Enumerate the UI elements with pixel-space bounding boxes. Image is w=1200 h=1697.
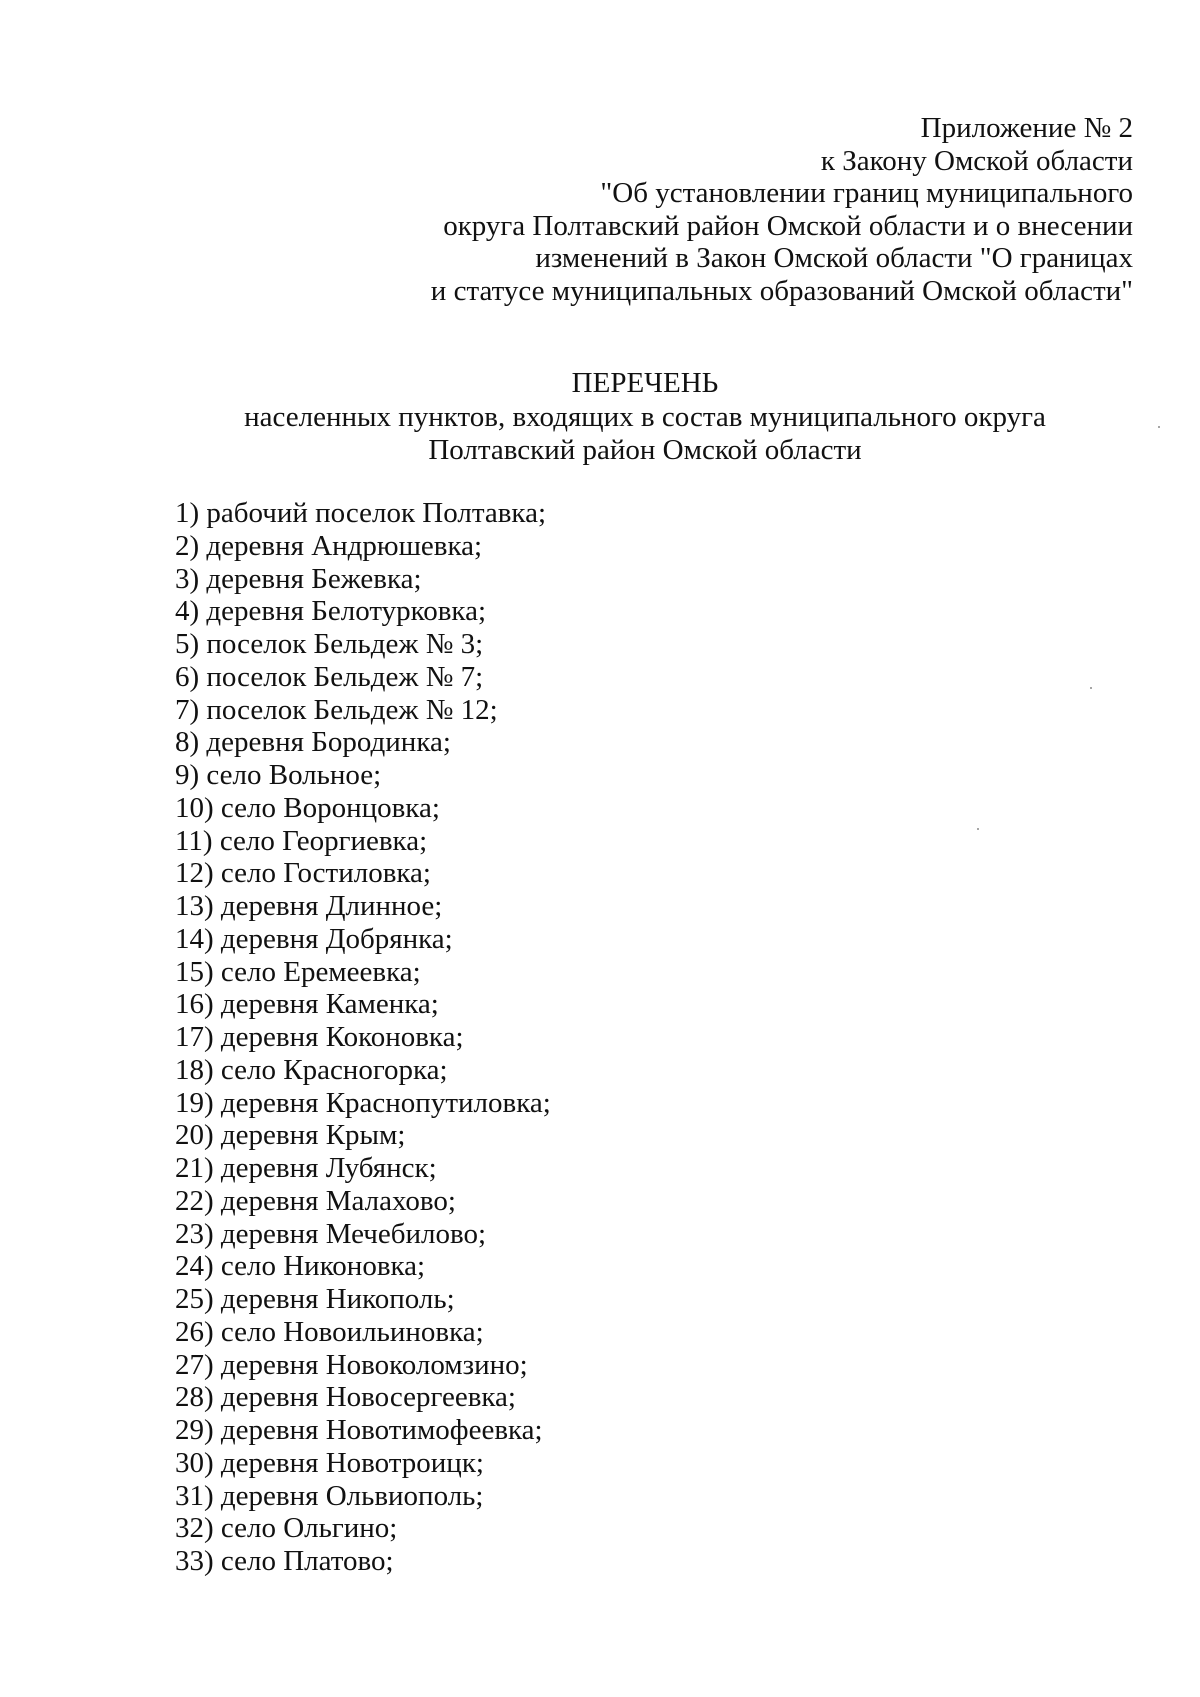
settlement-item: 27) деревня Новоколомзино; <box>175 1348 528 1381</box>
settlement-item: 2) деревня Андрюшевка; <box>175 529 483 562</box>
settlement-item: 1) рабочий поселок Полтавка; <box>175 497 547 529</box>
settlement-item: 14) деревня Добрянка; <box>175 922 453 955</box>
settlement-item: 33) село Платово; <box>175 1545 394 1577</box>
annex-line: и статусе муниципальных образований Омской области" <box>430 274 1133 307</box>
settlement-item: 19) деревня Краснопутиловка; <box>175 1086 551 1119</box>
title-block <box>0 367 1200 466</box>
settlement-item: 22) деревня Малахово; <box>175 1184 456 1217</box>
annex-line: изменений в Закон Омской области "О границах <box>535 242 1133 274</box>
subtitle-line: населенных пунктов, входящих в состав муниципального округа <box>244 401 1046 433</box>
annex-header <box>373 112 1133 307</box>
settlement-item: 25) деревня Никополь; <box>175 1283 455 1315</box>
settlement-item: 12) село Гостиловка; <box>175 857 431 890</box>
settlement-item: 6) поселок Бельдеж № 7; <box>175 660 484 693</box>
settlement-item: 11) село Георгиевка; <box>175 824 428 857</box>
settlement-item: 18) село Красногорка; <box>175 1053 448 1086</box>
document-title: ПЕРЕЧЕНЬ <box>571 367 719 399</box>
settlement-item: 28) деревня Новосергеевка; <box>175 1381 516 1414</box>
settlement-item: 26) село Новоильиновка; <box>175 1315 484 1348</box>
annex-line: "Об установлении границ муниципального <box>600 177 1133 209</box>
settlement-item: 3) деревня Бежевка; <box>175 562 422 595</box>
settlement-item: 31) деревня Ольвиополь; <box>175 1479 484 1512</box>
settlement-item: 15) село Еремеевка; <box>175 955 421 988</box>
settlement-item: 24) село Никоновка; <box>175 1250 426 1283</box>
settlement-item: 5) поселок Бельдеж № 3; <box>175 628 484 660</box>
annex-line: к Закону Омской области <box>820 144 1133 177</box>
settlement-item: 20) деревня Крым; <box>175 1119 406 1152</box>
scan-speck <box>1090 687 1092 689</box>
settlement-item: 32) село Ольгино; <box>175 1512 398 1545</box>
document-subtitle <box>0 401 1200 466</box>
settlement-item: 9) село Вольное; <box>175 759 382 791</box>
subtitle-line: Полтавский район Омской области <box>428 433 862 466</box>
settlement-item: 7) поселок Бельдеж № 12; <box>175 693 498 726</box>
settlement-item: 29) деревня Новотимофеевка; <box>175 1414 543 1446</box>
settlement-item: 10) село Воронцовка; <box>175 791 440 824</box>
annex-line: Приложение № 2 <box>920 112 1133 144</box>
annex-line: округа Полтавский район Омской области и о внесении <box>443 209 1133 242</box>
settlement-item: 17) деревня Коконовка; <box>175 1021 464 1053</box>
settlement-item: 4) деревня Белотурковка; <box>175 595 486 628</box>
settlement-item: 8) деревня Бородинка; <box>175 726 451 759</box>
scan-speck <box>1158 426 1160 428</box>
scan-speck <box>977 828 979 830</box>
settlement-item: 13) деревня Длинное; <box>175 890 443 922</box>
settlement-item: 21) деревня Лубянск; <box>175 1152 437 1184</box>
settlement-list <box>175 497 551 1578</box>
settlement-item: 16) деревня Каменка; <box>175 988 439 1021</box>
settlement-item: 23) деревня Мечебилово; <box>175 1217 487 1250</box>
settlement-item: 30) деревня Новотроицк; <box>175 1446 484 1479</box>
